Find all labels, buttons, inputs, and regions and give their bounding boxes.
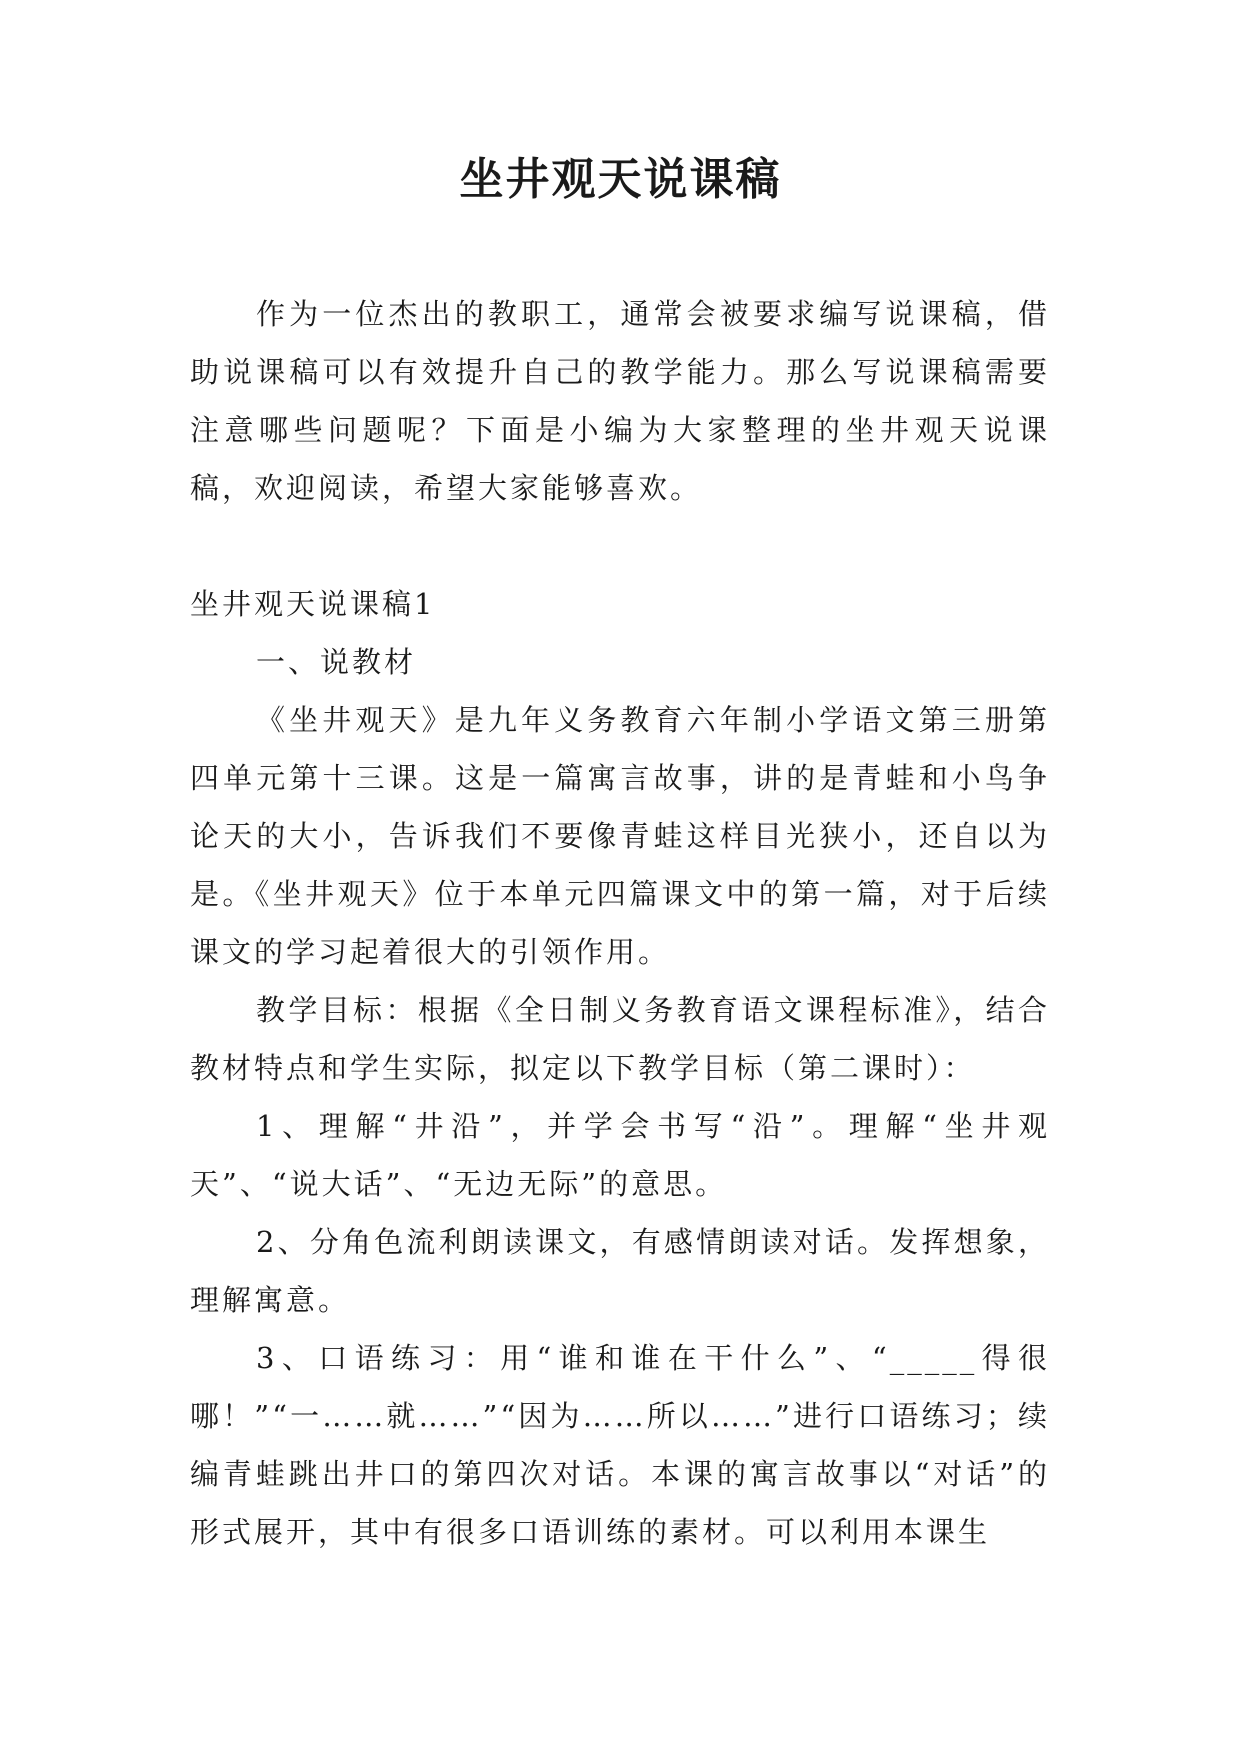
paragraph-heading: 一、说教材 [256, 645, 417, 679]
paragraph: 1、理解“井沿”，并学会书写“沿”。理解“坐井观天”、“说大话”、“无边无际”的意思。 [190, 1109, 1050, 1201]
paragraph: 3、口语练习：用“谁和谁在干什么”、“_____得很哪！”“一……就……”“因为……所以……”进行口语练习；续编青蛙跳出井口的第四次对话。本课的寓言故事以“对话”的形式展开，其中有很多口语训练的素材。可以利用本课生 [190, 1341, 1050, 1549]
section-heading: 坐井观天说课稿1 [190, 587, 436, 621]
intro-block [190, 285, 1050, 517]
paragraph: 教学目标：根据《全日制义务教育语文课程标准》，结合教材特点和学生实际，拟定以下教学目标（第二课时）： [190, 993, 1050, 1085]
paragraph: 《坐井观天》是九年义务教育六年制小学语文第三册第四单元第十三课。这是一篇寓言故事，讲的是青蛙和小鸟争论天的大小，告诉我们不要像青蛙这样目光狭小，还自以为是。《坐井观天》位于本单元四篇课文中的第一篇，对于后续课文的学习起着很大的引领作用。 [190, 703, 1050, 969]
document-title: 坐井观天说课稿 [459, 154, 782, 205]
paragraph: 2、分角色流利朗读课文，有感情朗读对话。发挥想象，理解寓意。 [190, 1225, 1050, 1317]
intro-paragraph: 作为一位杰出的教职工，通常会被要求编写说课稿，借助说课稿可以有效提升自己的教学能力。那么写说课稿需要注意哪些问题呢？下面是小编为大家整理的坐井观天说课稿，欢迎阅读，希望大家能够喜欢。 [190, 297, 1050, 505]
section-content [190, 575, 1050, 1561]
